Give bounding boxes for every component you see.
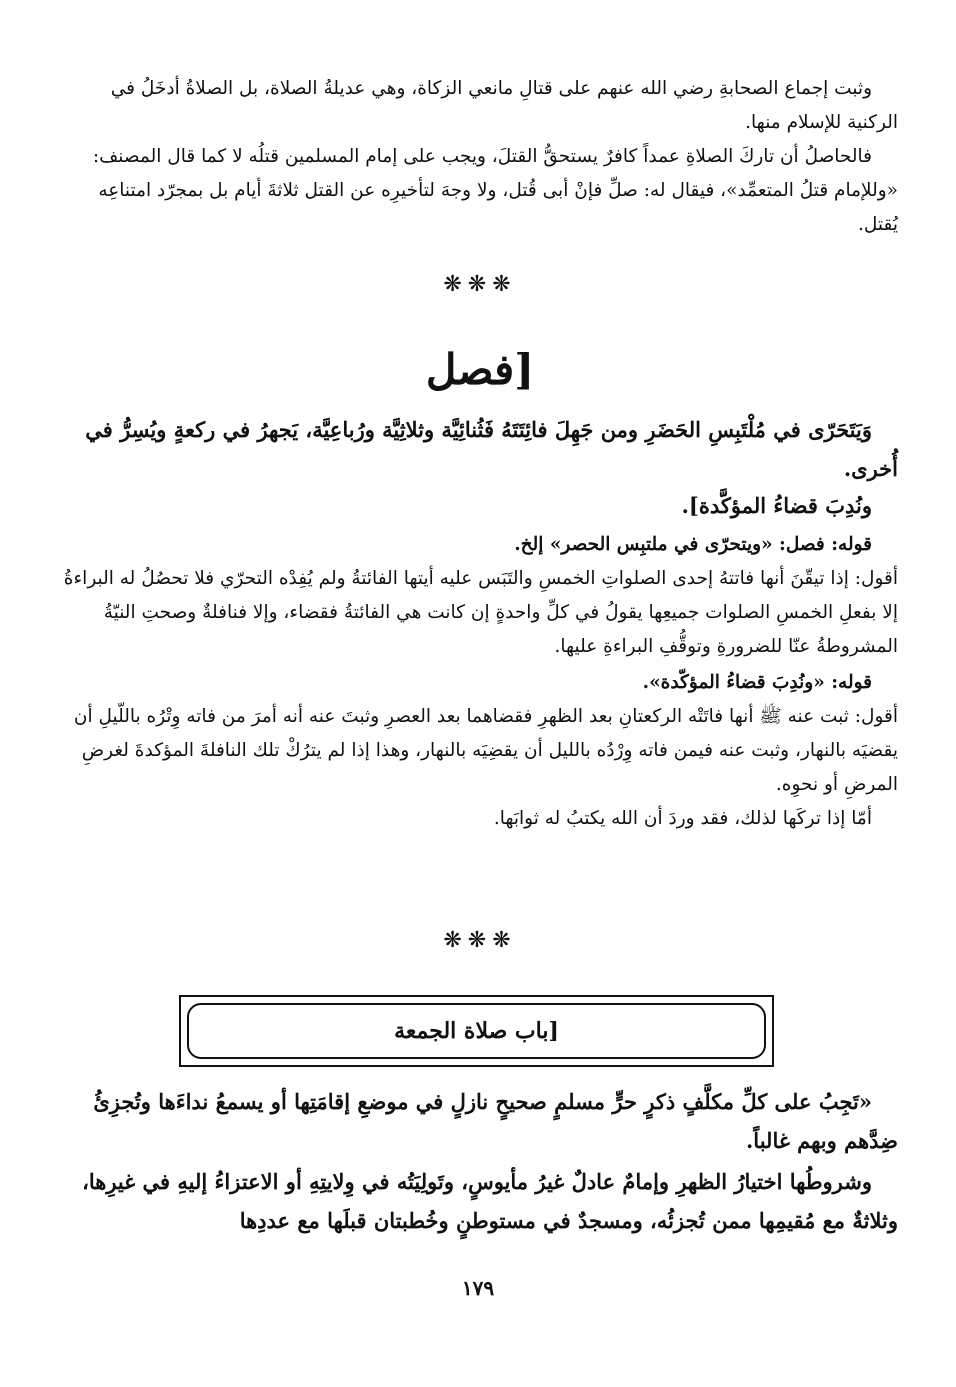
aqul-tahari: أقول: إذا تيقّنَ أنها فاتتهُ إحدى الصلواتِ الخمسِ والتَبَس عليه أيتها الفائتةُ ولم يُفِدْه التحرّي فلا تحصُلُ له البراءةُ إلا بفعلِ الخمسِ الصلوات جميعِها يقولُ في كلِّ واحدةٍ إن كانت هي الفائتةُ فقضاء، وإلا فنافلةٌ وصحتِ النيّةُ المشروطةُ عنّا للضرورةِ وتوقُّفِ البراءةِ عليها. [63,568,898,657]
matn-tajibu: «تَجِبُ على كلِّ مكلَّفٍ ذكرٍ حرٍّ مسلمٍ صحيحٍ نازلٍ في موضعِ إقامَتِها أو يسمعُ نداءَها وتُجزِئُ ضِدَّهم وبهم غالباً. [93,1089,898,1153]
matn-shurut: وشروطُها اختيارُ الظهرِ وإمامٌ عادلٌ غيرُ مأيوسٍ، وتَولِيَتُه في وِلايتِهِ أو الاعتزاءُ إليهِ في غيرِها، وثلاثةٌ مع مُقيمِها ممن تُجزئُه، ومسجدٌ في مستوطنٍ وخُطبتان قبلَها مع عددِها [82,1169,898,1233]
section-divider-stars: ❋❋❋ [443,272,517,297]
bab-section [62,1082,898,1240]
fasl-section [62,410,898,836]
matn-nudiba: ونُدِبَ قضاءُ المؤكَّدة]. [681,493,872,518]
paragraph-amma: أمّا إذا تركَها لذلك، فقد وردَ أن الله يكتبُ له ثوابَها. [493,808,872,829]
page-number: ١٧٩ [461,1276,495,1300]
bab-title: [باب صلاة الجمعة [394,1018,559,1044]
paragraph-hasil: فالحاصلُ أن تاركَ الصلاةِ عمداً كافرٌ يستحقُّ القتلَ، ويجب على إمام المسلمين قتلُه لا كما قال المصنف: «وللإمام قتلُ المتعمِّد»، فيقال له: صلِّ فإنْ أبى قُتل، ولا وجهَ لتأخيرِه عن القتل ثلاثةَ أيام بل بمجرّد امتناعِه يُقتل. [92,146,898,235]
opening-text [62,72,898,242]
matn-tahari: وَيَتَحَرّى في مُلْتَبِسِ الحَضَرِ ومن جَهِلَ فائِتَتَهُ فَثُنائِيَّة وثلاثِيَّة ورُباعِيَّة، يَجهرُ في ركعةٍ ويُسِرُّ في أُخرى. [85,417,898,481]
fasl-heading [62,345,898,395]
bab-heading-frame [179,995,774,1067]
qawl-nudiba: قوله: «ونُدِبَ قضاءُ المؤكّدة». [642,672,872,693]
paragraph-ijma: وثبت إجماع الصحابةِ رضي الله عنهم على قتالِ مانعي الزكاة، وهي عديلةُ الصلاة، بل الصلاةُ أدخَلُ في الركنية للإسلام منها. [110,78,898,133]
bab-heading-inner-frame [187,1003,766,1059]
qawl-fasl: قوله: فصل: «ويتحرّى في ملتبِس الحصر» إلخ. [514,534,872,555]
fasl-title: [فصل [425,345,535,394]
aqul-nudiba: أقول: ثبت عنه ﷺ أنها فاتَتْه الركعتانِ بعد الظهرِ فقضاهما بعد العصرِ وثبتَ عنه أنه أمرَ من فاته وِتْرُه باللّيلِ أن يقضيَه بالنهار، وثبت عنه فيمن فاته وِرْدُه بالليل أن يقضِيَه بالنهار، وهذا إذا لم يترُكْ تلك النافلةَ المؤكدةَ لغرضِ المرضِ أو نحوِه. [73,706,898,795]
section-divider-stars-2: ❋❋❋ [443,928,517,953]
